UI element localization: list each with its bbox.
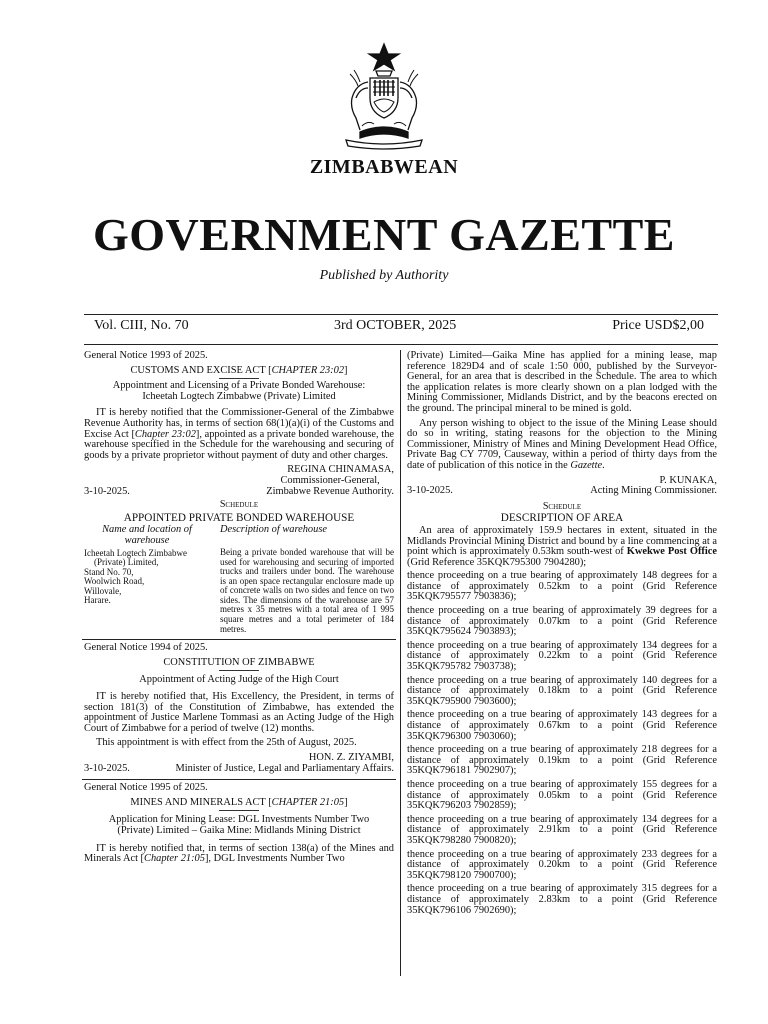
signatory-name: REGINA CHINAMASA, (287, 464, 394, 476)
right-column (407, 351, 717, 919)
schedule-col1-header: Name and location of warehouse (102, 524, 192, 546)
bearing-item: thence proceeding on a true bearing of approximately 140 degrees for a distance of approximately 0.18km to a point (Grid Reference 35KQK795900 7903600); (407, 674, 717, 707)
signature-block (407, 486, 717, 497)
notice-1994 (84, 643, 394, 774)
bearings-list (407, 571, 717, 916)
signature-block (84, 764, 394, 775)
short-rule (219, 810, 259, 811)
schedule-heading: APPOINTED PRIVATE BONDED WAREHOUSE (123, 511, 355, 524)
act-title: CUSTOMS AND EXCISE ACT [CHAPTER 23:02] (130, 364, 348, 376)
signature-block (84, 476, 394, 497)
top-rule (84, 314, 718, 315)
signatory-title: Acting Mining Commissioner. (590, 485, 717, 497)
left-column (84, 351, 394, 865)
bearing-item: thence proceeding on a true bearing of approximately 39 degrees for a distance of approximately 0.07km to a point (Grid Reference 35KQK795624 7903893); (407, 605, 717, 638)
notice-body: IT is hereby notified that, in terms of section 138(a) of the Mines and Minerals Act [Chapter 21:05], DGL Investments Number Two (84, 842, 394, 865)
area-description: An area of approximately 159.9 hectares in extent, situated in the Midlands Provincial Mining District and bound by a line commencing at a point which is approximately 0.53km south-west of Kwekwe Post Office (Grid Reference 35KQK795300 7904280); (407, 524, 717, 568)
warehouse-description: Being a private bonded warehouse that will be used for warehousing and securing of imported trucks and trailers under bond. The warehouse is an open space rectangular enclosure made up of concrete walls on two sides and fence on two sides. The dimensions of the warehouse are 57 metres x 35 metres with a total area of 1 995 square metres and a total perimeter of 184 metres. (220, 546, 394, 634)
masthead-subtitle: ZIMBABWEAN (309, 156, 459, 178)
bearing-item: thence proceeding on a true bearing of approximately 233 degrees for a distance of approximately 0.20km to a point (Grid Reference 35KQK798120 7900700); (407, 848, 717, 881)
notice-heading-line1: Appointment and Licensing of a Private Bonded Warehouse: (112, 380, 366, 392)
notice-number: General Notice 1995 of 2025. (84, 782, 208, 794)
bearing-item: thence proceeding on a true bearing of approximately 218 degrees for a distance of approximately 0.19km to a point (Grid Reference 35KQK796181 7902907); (407, 744, 717, 777)
issue-bar (90, 318, 710, 340)
bearing-item: thence proceeding on a true bearing of approximately 148 degrees for a distance of approximately 0.52km to a point (Grid Reference 35KQK795577 7903836); (407, 570, 717, 603)
issue-date: 3rd OCTOBER, 2025 (334, 318, 457, 333)
notice-date: 3-10-2025. (84, 762, 130, 774)
bearing-item: thence proceeding on a true bearing of approximately 143 degrees for a distance of approximately 0.67km to a point (Grid Reference 35KQK796300 7903060); (407, 709, 717, 742)
notice-body: IT is hereby notified that the Commissioner-General of the Zimbabwe Revenue Authority has, in terms of section 68(1)(a)(i) of the Customs and Excise Act [Chapter 23:02], appointed as a private bonded warehouse, the warehouse specified in the Schedule for the warehousing and securing of goods by a private proprietor without payment of duty and other charges. (84, 407, 395, 461)
masthead-tagline: Published by Authority (319, 268, 449, 283)
signatory-title: Minister of Justice, Legal and Parliamentary Affairs. (175, 762, 394, 774)
signatory-name: HON. Z. ZIYAMBI, (308, 752, 394, 763)
coat-of-arms-emblem (334, 40, 434, 152)
act-title: CONSTITUTION OF ZIMBABWE (163, 656, 315, 668)
column-divider (400, 350, 401, 976)
notice-1995-continued (407, 351, 717, 916)
issue-price: Price USD$2,00 (612, 318, 704, 333)
issue-volume: Vol. CIII, No. 70 (94, 318, 189, 333)
notice-1995 (84, 783, 394, 865)
notice-body-continued: (Private) Limited—Gaika Mine has applied for a mining lease, map reference 1829D4 and of scale 1:50 000, published by the Surveyor-General, for an area that is described in the Schedule. The area to which the application relates is more clearly shown on a plan lodged with the Mining Commissioner, Midlands District, and by the beacons erected on the ground. The principal mineral to be mined is gold. (407, 350, 717, 414)
notice-heading-line2: (Private) Limited – Gaika Mine: Midlands Mining District (117, 824, 361, 836)
section-rule (82, 639, 396, 640)
notice-heading-line1: Application for Mining Lease: DGL Investments Number Two (108, 814, 370, 826)
signatory-title: Commissioner-General, Zimbabwe Revenue Authority. (266, 474, 394, 497)
bearing-item: thence proceeding on a true bearing of approximately 134 degrees for a distance of approximately 0.22km to a point (Grid Reference 35KQK795782 7903738); (407, 639, 717, 673)
section-rule (82, 779, 396, 780)
schedule-heading: DESCRIPTION OF AREA (500, 512, 624, 525)
schedule-table (84, 525, 394, 634)
schedule-label: Schedule (219, 499, 259, 511)
act-title: MINES AND MINERALS ACT [CHAPTER 21:05] (130, 796, 348, 808)
notice-number: General Notice 1994 of 2025. (84, 642, 208, 654)
notice-heading-line2: Icheetah Logtech Zimbabwe (Private) Limited (142, 390, 336, 402)
bearing-item: thence proceeding on a true bearing of approximately 155 degrees for a distance of approximately 0.05km to a point (Grid Reference 35KQK796203 7902859); (407, 778, 717, 812)
notice-heading: Appointment of Acting Judge of the High Court (139, 674, 339, 686)
short-rule (219, 670, 259, 671)
notice-body: IT is hereby notified that, His Excellency, the President, in terms of section 181(3) of the Constitution of Zimbabwe, has extended the appointment of Justice Marlene Tommasi as an Acting Judge of the High Court of Zimbabwe for a period of twelve (12) months. (84, 691, 394, 734)
bearing-item: thence proceeding on a true bearing of approximately 315 degrees for a distance of approximately 2.83km to a point (Grid Reference 35KQK796106 7902690); (407, 883, 717, 916)
notice-date: 3-10-2025. (84, 485, 130, 497)
signatory-name: P. KUNAKA, (659, 474, 717, 486)
schedule-label: Schedule (542, 500, 582, 512)
warehouse-location: Icheetah Logtech Zimbabwe (Private) Limited, Stand No. 70, Woolwich Road, Willovale, Harare. (84, 547, 187, 606)
masthead-title: GOVERNMENT GAZETTE (93, 209, 675, 260)
objection-paragraph: Any person wishing to object to the issue of the Mining Lease should do so in writing, stating reasons for the objection to the Mining Commissioner, Ministry of Mines and Mining Development Head Office, Private Bag CY 7709, Causeway, within a period of thirty days from the date of publication of this notice in the Gazette. (407, 417, 717, 471)
short-rule (219, 839, 259, 840)
notice-effect: This appointment is with effect from the 25th of August, 2025. (96, 737, 357, 749)
notice-number: General Notice 1993 of 2025. (84, 350, 208, 361)
notice-1993 (84, 351, 394, 634)
bottom-rule (84, 344, 718, 345)
notice-date: 3-10-2025. (407, 485, 453, 497)
bearing-item: thence proceeding on a true bearing of approximately 134 degrees for a distance of approximately 2.91km to a point (Grid Reference 35KQK798280 7900820); (407, 813, 717, 846)
schedule-col2-header: Description of warehouse (220, 524, 327, 536)
short-rule (219, 378, 259, 379)
